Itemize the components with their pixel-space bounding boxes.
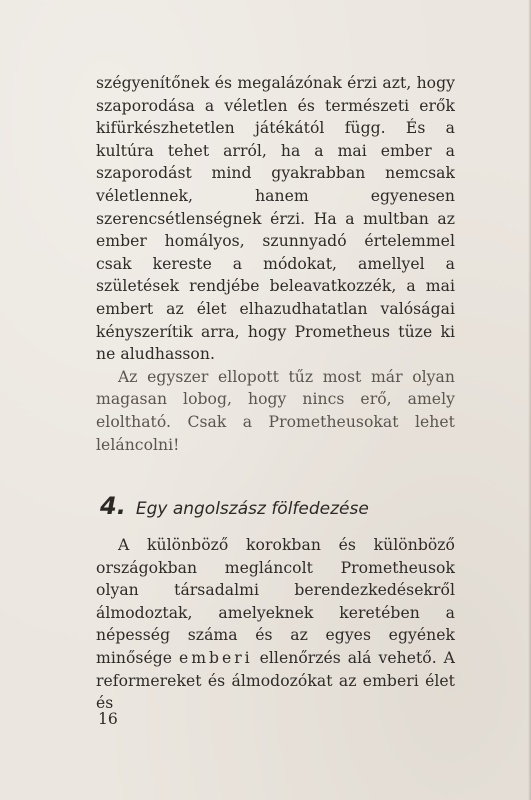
paragraph-text-start: A különböző korokban és különböző országokban megláncolt Prometheusok olyan társadalmi berendezkedésekről álmodoztak, amelyeknek keretében a népesség száma és az egyes egyének minősége (96, 536, 455, 667)
section-number: 4. (100, 492, 126, 520)
spaced-word: emberi (178, 648, 253, 667)
section-title: Egy angolszász fölfedezése (135, 499, 369, 519)
paragraph-section-4 (96, 534, 455, 715)
section-text-column (96, 534, 455, 715)
section-heading (100, 492, 455, 520)
paragraph-text-end: ellenőrzés alá vehető. A reformereket és álmodozókat az emberi élet és (96, 648, 455, 713)
paragraph-fire: Az egyszer ellopott tűz most már olyan magasan lobog, hogy nincs erő, amely eloltható. Csak a Prometheusokat lehet leláncolni! (96, 367, 455, 454)
paragraph-continuation: szégyenítőnek és megalázónak érzi azt, hogy szaporodása a véletlen és természeti erők kifürkészhetetlen játékától függ. És a kultúra tehet arról, ha a mai ember a szaporodást mind gyakrabban nemcsak véletlennek, hanem egyenesen szerencsétlenségnek érzi. Ha a multban az ember homályos, szunnyadó értelemmel csak kereste a módokat, amellyel a születések rendjébe beleavatkozzék, a mai embert az élet elhazudhatatlan valóságai kényszerítik arra, hogy Prometheus tüze ki ne aludhasson. (96, 74, 455, 364)
page-number: 16 (98, 710, 118, 728)
main-text-column (96, 72, 455, 456)
